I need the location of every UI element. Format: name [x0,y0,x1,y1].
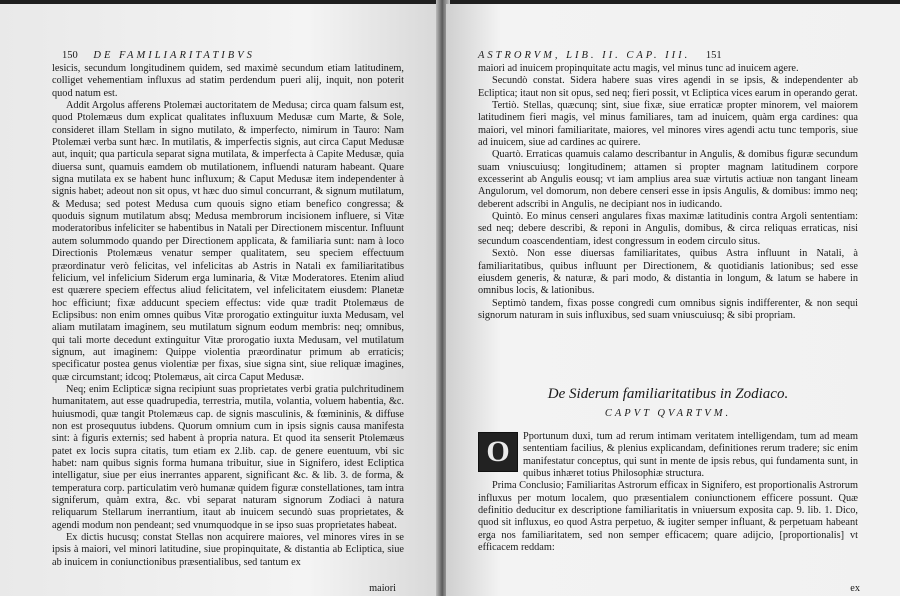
right-paragraph-3: Tertiò. Stellas, quæcunq; sint, siue fixæ, siue erraticæ propter minorem, vel maiorem latitudinem fieri magis, vel minus familiares, tam ad inuicem, quàm erga cardines: qua maiori, vel minori familiaritate, maiores, vel minores vires agendi actu tunc temporis, siue ad inuicem, siue ad cardines ac quirere. [478,100,858,149]
drop-cap-letter: O [486,435,510,468]
chapter-heading: CAPVT QVARTVM. [604,408,732,419]
chapter-body [478,431,858,554]
right-paragraph-1: maiori ad inuicem propinquitate actu magis, vel minus tunc ad inuicem agere. [478,63,799,74]
right-paragraph-6: Sextò. Non esse diuersas familiaritates, quibus Astra influunt in Natali, à familiaritatibus, quibus influunt per Directionem, & quotidianis lationibus; sed esse eiusdem generis, & naturæ, & pari modo, & distantia in longum, & latum se habere in omnibus locis, & lationibus. [478,248,858,297]
right-catchword: ex [850,583,860,594]
right-paragraph-7: Septimò tandem, fixas posse congredi cum omnibus signis indifferenter, & non sequi signorum naturam in suis influxibus, sed suam vniuscuiusq; & sibi propriam. [478,297,858,321]
right-body-text [478,63,858,322]
drop-cap-initial [478,432,518,472]
chapter-paragraph-1: Pportunum duxi, tum ad rerum intimam veritatem intelligendam, tum ad meam sententiam facilius, & plenius explicandam, definitiones rerum tradere; sic enim manifestatur conceptus, qui sunt in mente de ipsis rebus, qui fundamenta sunt, in quibus inhæret totius Philosophiæ structura. [523,431,858,480]
chapter-paragraph-2: Prima Conclusio; Familiaritas Astrorum efficax in Signifero, est proportionalis Astrorum influxus per motum localem, quo præsentialem coniunctionem efficere possunt. Quæ definitio deducitur ex descriptione familiaritatis in vniuersum exposita cap. 9. lib. 1. Dico, quod sit influxus, eo quod Astra perpetuo, & iugiter semper influant, & perpetuam habeant erga nos familiaritatem, sed non semper efficacem; quare adijcio, [proportionalis] vt efficacem reddam: [478,480,858,554]
right-paragraph-2: Secundò constat. Sidera habere suas vires agendi in se ipsis, & independenter ab Ecliptica; itaut non sit opus, sed neq; fieri possit, vt Ecliptica vices earum in operando gerat. [478,75,858,99]
right-page [446,4,900,596]
left-page [0,4,440,596]
left-paragraph-1: lesicis, secundum longitudinem quidem, sed maximè secundum etiam latitudinem, colliget vehementiam influxus ad statim perdendum pueri alij, inquit, non poterit quod natum est. [52,63,404,99]
left-body-text [52,63,404,569]
section-heading: De Siderum familiaritatibus in Zodiaco. [547,386,789,402]
right-paragraph-5: Quintò. Eo minus censeri angulares fixas maximæ latitudinis contra Argoli sententiam: sed neq; debere describi, & reponi in Angulis, domibus, & circa reliquas erraticas, nisi secundum coascendentiam, idest congressum in eodem circulo situs. [478,211,858,247]
left-page-number: 150 [62,50,78,61]
left-paragraph-2: Addit Argolus afferens Ptolemæi auctoritatem de Medusa; circa quam falsum est, quod Ptolemæus dum explicat qualitates influxuum Medusæ cum Marte, & Sole, consideret illam Stellam in signo mutilato, & imperfecto, nimirum in Tauro: Nam Ptolemæi verba sunt hæc. In mutilatis, & imperfectis signis, aut circa Caput Medusæ aut, inquit; qua particula separat signa mutilata, & imperfecta à Capite Medusæ, quia diuersa sunt, quamuis eamdem ob mutilationem, influendi naturam habeant. Quare signa mutilata ex se habent hunc influxum; & Caput Medusæ item independenter à signis habet; adeout non sit opus, vt hæc duo simul concurrant, & signum mutilatum, & Medusa; sed potest Medusa cum quouis signo etiam benefico congressa; & quoduis signum mutilatum absq; Medusa membrorum incisionem influere, si Vitæ moderatoribus infeliciter se habentibus in Natali per Directionem miscentur. Influunt autem solummodo quando per Directionem applicata, & familiaria sunt: nam à loco Directionis Ptolemæus venatur semper qualitatem, seu speciem effectuum præordinatur verò felicitas, vel infelicitas ab Astris in Natali ex familiaritatibus felicium, vel infelicium Siderum erga luminaria, & Vitæ Moderatores. Etenim aliud est quærere speciem effectus aliud felicitatem, vel infelicitatem eiusdem: Planetæ hoc efficiunt; fixæ adducunt speciem effectus: vide quæ tradit Ptolemæus de Eclipsibus: non enim omnes quibus Vitæ prorogatio extinguitur iuxta Medusam, vel aliam mutilatam imaginem, seu mutilatum signum eodum membris: neq; omnibus, qui tali morte decedunt extinguitur Vitæ prorogatio iuxta Medusam, vel mutilatum signum, aut imaginem: Quippe violentia præordinatur primum ab erraticis; specificatur postea genus violentiæ per fixas, siue signa sint, siue reliquæ imagines, quæ circumstant; idcoq; Ptolemæus, ait circa Caput Medusæ. [52,100,404,383]
right-running-title: ASTRORVM, LIB. II. CAP. III. [478,50,691,61]
left-catchword: maiori [369,583,396,594]
left-paragraph-4: Ex dictis hucusq; constat Stellas non acquirere maiores, vel minores vires in se ipsis à maiori, vel minori latitudine, siue propinquitate, & distantia ab Ecliptica, siue ab inuicem in coniunctionibus præsentialibus, sed tantum ex [52,532,404,568]
left-running-head [52,50,255,61]
left-paragraph-3: Neq; enim Eclipticæ signa recipiunt suas proprietates verbi gratia pulchritudinem humanitatem, aut esse quadrupedia, terrestria, mutila, volantia, voluem habentia, &c. huiusmodi, quæ tangit Ptolemæus cap. de signis masculinis, & fœmininis, & diffuse non est prosequutus iubdens. Quorum omnium cum in ipsis signis causa manifesta sint: à figuris externis; sed habent à propria natura. Et quod ita senserit Ptolemæus patet ex locis supra citatis, tum etiam ex 2.lib. cap. de genere euentuum, vbi sic habet: nam quibus signis forma humana tribuitur, siue in Signifero, idest Ecliptica intelligatur, siue per eius inerrantes apparent, significant &c. & lib. 3. de forma, & temperatura corp. particulatim verò humanæ quidem figuræ constellationes, tam intra signiferum, quàm extra, &c. vbi separat naturam signorum Zodiaci à natura reliquarum Stellarum inerrantium, itaut ab inuicem secundò suas proprietates, & agendi modum non pendeant; sed vnumquodque in se ipso suas proprietates habeat. [52,383,404,531]
right-running-head [478,50,732,61]
right-page-number: 151 [705,50,722,61]
left-running-title: DE FAMILIARITATIBVS [93,50,255,61]
right-paragraph-4: Quartò. Erraticas quamuis calamo describantur in Angulis, & domibus figuræ secundum suam vniuscuiusq; longitudinem; attamen si propter magnam latitudinem corpore excesserint ab Angulis eousq; vt iam amplius area suæ virtutis actiuæ non tangant lineam Angulorum, vel domorum, non debere censeri esse in ipsis Angulis, & domibus: immo neq; deberent adscribi in Angulis, ne decipiant nos in iudicando. [478,149,858,210]
